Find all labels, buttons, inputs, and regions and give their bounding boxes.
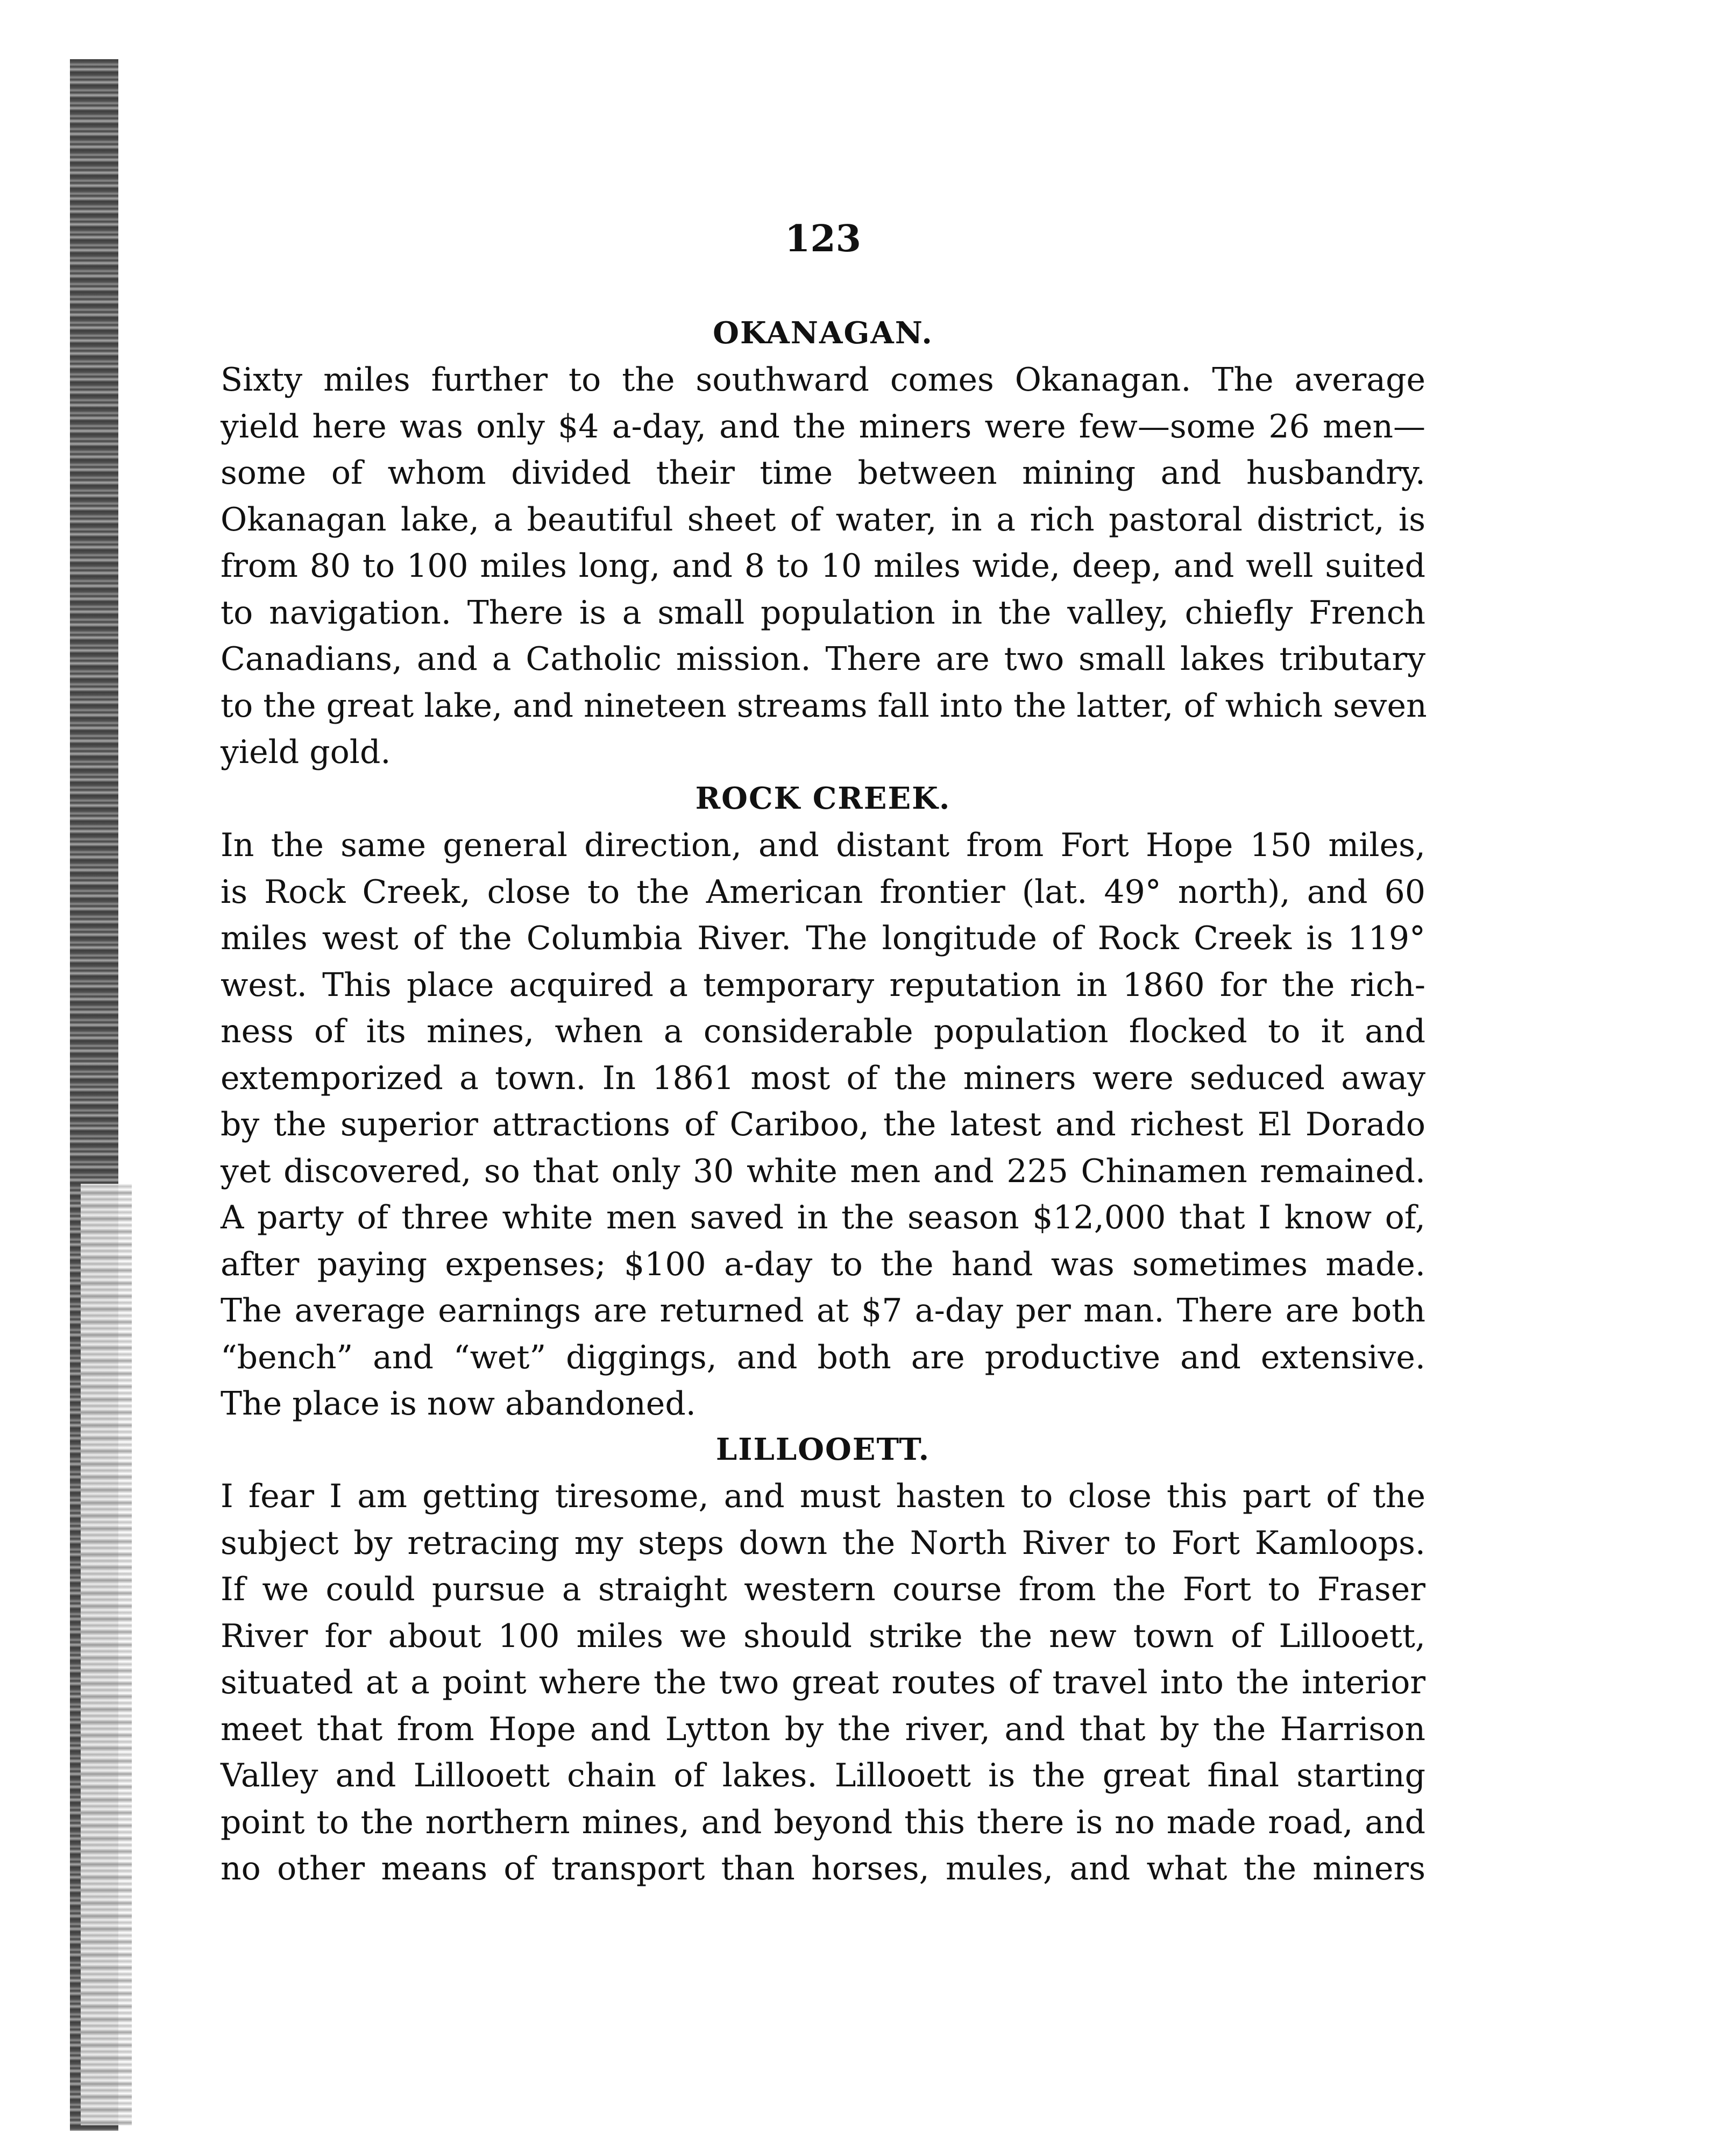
text-line: extemporized a town. In 1861 most of the miners were seduced away bbox=[221, 1059, 1425, 1097]
text-line: Okanagan lake, a beautiful sheet of water, in a rich pastoral district, is bbox=[221, 500, 1425, 539]
section-heading-lillooett: LILLOOETT. bbox=[715, 1432, 931, 1467]
section-heading-rock-creek: ROCK CREEK. bbox=[695, 781, 951, 816]
text-line: no other means of transport than horses, mules, and what the miners bbox=[221, 1850, 1425, 1888]
text-line: after paying expenses; $100 a-day to the hand was sometimes made. bbox=[221, 1245, 1425, 1283]
section-rock-creek bbox=[221, 775, 1425, 1427]
text-line: Valley and Lillooett chain of lakes. Lillooett is the great final starting bbox=[221, 1757, 1425, 1794]
section-heading-okanagan: OKANAGAN. bbox=[713, 315, 933, 351]
text-line: The average earnings are returned at $7 a-day per man. There are both bbox=[221, 1292, 1425, 1330]
text-line: “bench” and “wet” diggings, and both are productive and extensive. bbox=[221, 1338, 1425, 1376]
paragraph-lillooett bbox=[221, 1473, 1425, 1892]
text-line: A party of three white men saved in the season $12,000 that I know of, bbox=[221, 1199, 1425, 1236]
text-line: ness of its mines, when a considerable population flocked to it and bbox=[221, 1013, 1425, 1050]
text-line: by the superior attractions of Cariboo, the latest and richest El Dorado bbox=[221, 1106, 1425, 1143]
section-lillooett bbox=[221, 1426, 1425, 1892]
text-line: to navigation. There is a small population in the valley, chiefly French bbox=[221, 593, 1425, 632]
text-line: Canadians, and a Catholic mission. There are two small lakes tributary bbox=[221, 640, 1425, 678]
text-line: subject by retracing my steps down the North River to Fort Kamloops. bbox=[221, 1524, 1425, 1562]
book-page bbox=[221, 215, 1425, 1991]
text-line: is Rock Creek, close to the American frontier (lat. 49° north), and 60 bbox=[221, 873, 1425, 911]
text-line: situated at a point where the two great routes of travel into the interior bbox=[221, 1664, 1425, 1701]
text-line: some of whom divided their time between mining and husbandry. bbox=[221, 454, 1425, 492]
paragraph-okanagan bbox=[221, 357, 1425, 776]
text-line: yet discovered, so that only 30 white men and 225 Chinamen remained. bbox=[221, 1152, 1425, 1190]
text-line: River for about 100 miles we should strike the new town of Lillooett, bbox=[221, 1617, 1425, 1655]
text-line: I fear I am getting tiresome, and must hasten to close this part of the bbox=[221, 1478, 1425, 1515]
text-line: from 80 to 100 miles long, and 8 to 10 miles wide, deep, and well suited bbox=[221, 547, 1425, 585]
text-line: Sixty miles further to the southward comes Okanagan. The average bbox=[221, 361, 1425, 399]
page-number: 123 bbox=[785, 217, 861, 260]
scanned-binding-edge-lower bbox=[81, 1184, 132, 2125]
text-line: yield gold. bbox=[221, 733, 391, 771]
text-line: point to the northern mines, and beyond this there is no made road, and bbox=[221, 1803, 1425, 1841]
text-line: If we could pursue a straight western course from the Fort to Fraser bbox=[221, 1571, 1425, 1608]
text-line: west. This place acquired a temporary reputation in 1860 for the rich- bbox=[221, 966, 1425, 1004]
text-line: meet that from Hope and Lytton by the river, and that by the Harrison bbox=[221, 1710, 1425, 1748]
paragraph-rock-creek bbox=[221, 822, 1425, 1427]
text-line: to the great lake, and nineteen streams fall into the latter, of which seven bbox=[221, 687, 1427, 725]
text-line: The place is now abandoned. bbox=[221, 1385, 696, 1423]
text-line: miles west of the Columbia River. The longitude of Rock Creek is 119° bbox=[221, 920, 1425, 957]
text-line: In the same general direction, and distant from Fort Hope 150 miles, bbox=[221, 826, 1425, 864]
section-okanagan bbox=[221, 309, 1425, 776]
text-line: yield here was only $4 a-day, and the miners were few—some 26 men— bbox=[221, 407, 1425, 446]
